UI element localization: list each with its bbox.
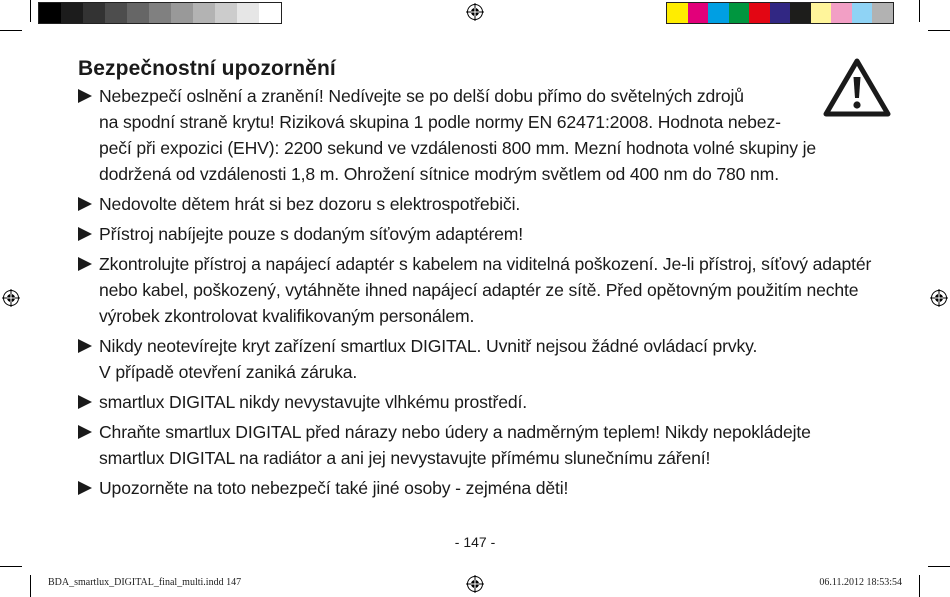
list-item [78,191,890,217]
calibration-swatch [149,3,171,23]
crop-mark [928,566,950,567]
list-item-line: Nebezpečí oslnění a zranění! Nedívejte se po delší dobu přímo do světelných zdrojů [99,86,744,106]
list-item [78,221,890,247]
bullet-arrow-icon [78,89,92,103]
registration-mark-top-icon [466,3,484,21]
calibration-swatch [831,3,852,23]
list-item-line: Nedovolte dětem hrát si bez dozoru s elektrospotřebiči. [99,194,521,214]
calibration-swatch [83,3,105,23]
list-item-line: Chraňte smartlux DIGITAL před nárazy nebo údery a nadměrným teplem! Nikdy nepokládejte [99,422,811,442]
list-item [78,475,890,501]
crop-mark [0,566,22,567]
list-item-line: výrobek zkontrolovat kvalifikovaným personálem. [99,306,475,326]
calibration-swatch [811,3,832,23]
page-number: - 147 - [454,534,496,550]
registration-mark-left-icon [2,289,20,307]
crop-mark [30,0,31,22]
list-item [78,251,890,329]
calibration-swatch [708,3,729,23]
calibration-swatch [39,3,61,23]
calibration-swatch [171,3,193,23]
page-title: Bezpečnostní upozornění [78,57,336,80]
registration-mark-right-icon [930,289,948,307]
list-item-line: Přístroj nabíjejte pouze s dodaným síťovým adaptérem! [99,224,524,244]
list-item [78,333,890,385]
footer-timestamp: 06.11.2012 18:53:54 [819,577,902,588]
calibration-swatch [749,3,770,23]
calibration-swatch [193,3,215,23]
list-item-line: smartlux DIGITAL nikdy nevystavujte vlhkému prostředí. [99,392,527,412]
bullet-arrow-icon [78,395,92,409]
calibration-swatch [105,3,127,23]
calibration-swatch [215,3,237,23]
crop-mark [928,30,950,31]
calibration-swatch [872,3,893,23]
list-item-line: Nikdy neotevírejte kryt zařízení smartlux DIGITAL. Uvnitř nejsou žádné ovládací prvky. [99,336,758,356]
color-calibration-bar [666,2,894,24]
list-item-line: na spodní straně krytu! Riziková skupina 1 podle normy EN 62471:2008. Hodnota nebez- [99,112,781,132]
registration-mark-bottom-icon [466,575,484,593]
list-item [78,83,890,187]
grayscale-calibration-bar [38,2,282,24]
list-item-line: V případě otevření zaniká záruka. [99,362,358,382]
calibration-swatch [688,3,709,23]
bullet-arrow-icon [78,339,92,353]
calibration-swatch [237,3,259,23]
calibration-swatch [790,3,811,23]
safety-notice-list [78,83,890,505]
list-item-line: dodržená od vzdálenosti 1,8 m. Ohrožení sítnice modrým světlem od 400 nm do 780 nm. [99,164,779,184]
crop-mark [30,575,31,597]
footer-filename: BDA_smartlux_DIGITAL_final_multi.indd 147 [48,577,242,588]
crop-mark [919,575,920,597]
list-item-line: Zkontrolujte přístroj a napájecí adaptér s kabelem na viditelná poškození. Je-li přístroj, síťový adaptér [99,254,872,274]
bullet-arrow-icon [78,481,92,495]
list-item-line: Upozorněte na toto nebezpečí také jiné osoby - zejména děti! [99,478,569,498]
crop-mark [0,30,22,31]
calibration-swatch [729,3,750,23]
calibration-swatch [770,3,791,23]
crop-mark [919,0,920,22]
calibration-swatch [127,3,149,23]
list-item [78,419,890,471]
list-item-line: nebo kabel, poškozený, vytáhněte ihned napájecí adaptér ze sítě. Před opětovným použitím nechte [99,280,859,300]
bullet-arrow-icon [78,425,92,439]
list-item [78,389,890,415]
bullet-arrow-icon [78,227,92,241]
list-item-line: pečí při expozici (EHV): 2200 sekund ve vzdálenosti 800 mm. Mezní hodnota volné skupiny je [99,138,817,158]
calibration-swatch [259,3,281,23]
bullet-arrow-icon [78,257,92,271]
bullet-arrow-icon [78,197,92,211]
list-item-line: smartlux DIGITAL na radiátor a ani jej nevystavujte přímému slunečnímu záření! [99,448,711,468]
calibration-swatch [852,3,873,23]
calibration-swatch [667,3,688,23]
calibration-swatch [61,3,83,23]
